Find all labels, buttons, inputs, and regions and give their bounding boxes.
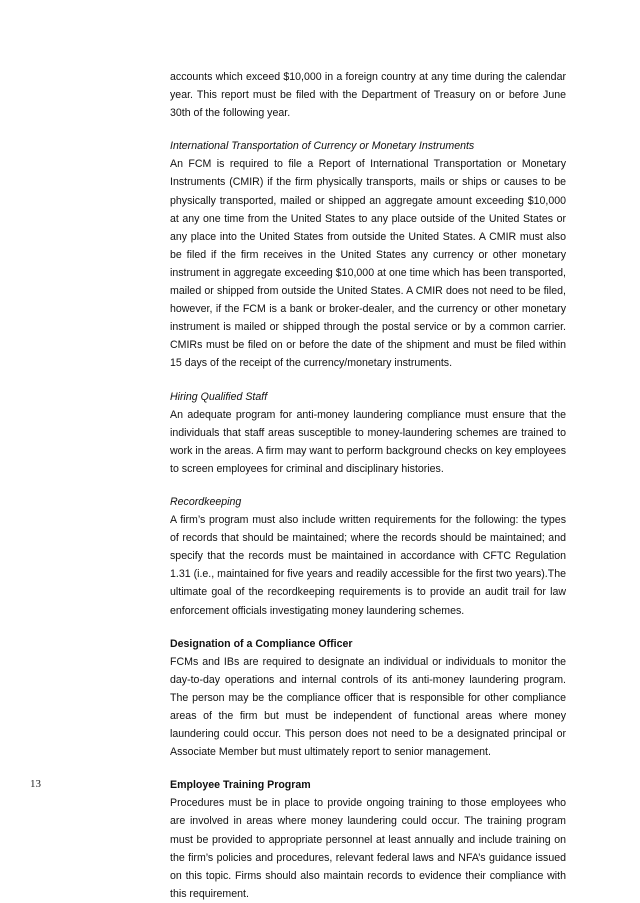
section-heading: Recordkeeping (170, 495, 242, 508)
section-body: Procedures must be in place to provide ongoing training to those employees who are involved in areas where money laundering could occur. The training program must be provided to appropriate personnel at least annually and include training on the firm’s policies and procedures, relevant federal laws and NFA’s guidance issued on this topic. Firms should also maintain records to evidence their compliance with this requirement. (170, 797, 566, 900)
page-content (170, 68, 566, 903)
section-body: A firm’s program must also include written requirements for the following: the types of records that should be maintained; where the records should be maintained; and specify that the records must be maintained in accordance with CFTC Regulation 1.31 (i.e., maintained for five years and readily accessible for the first two years).The ultimate goal of the recordkeeping requirements is to provide an audit trail for law enforcement officials investigating money laundering schemes. (170, 514, 566, 617)
section-training (170, 776, 566, 903)
section-heading: Employee Training Program (170, 779, 311, 792)
section-cmir (170, 137, 566, 372)
section-compliance-officer (170, 635, 566, 762)
intro-paragraph: accounts which exceed $10,000 in a foreign country at any time during the calendar year. This report must be filed with the Department of Treasury on or before June 30th of the following year. (170, 71, 566, 120)
section-hiring (170, 388, 566, 478)
section-body: An FCM is required to file a Report of International Transportation or Monetary Instruments (CMIR) if the firm physically transports, mails or ships or causes to be physically transported, mailed or shipped an aggregate amount exceeding $10,000 at any one time from the United States to any place outside of the United States or any place into the United States from outside the United States. A CMIR must also be filed if the firm receives in the United States any currency or other monetary instrument in aggregate exceeding $10,000 at one time which has been transported, mailed or shipped from outside the United States. A CMIR does not need to be filed, however, if the FCM is a bank or broker-dealer, and the currency or other monetary instrument is mailed or shipped through the postal service or by a common carrier. CMIRs must be filed on or before the date of the shipment and must be filed within 15 days of the receipt of the currency/monetary instruments. (170, 158, 566, 370)
section-heading: Hiring Qualified Staff (170, 390, 268, 403)
page-number: 13 (30, 778, 41, 790)
section-body: An adequate program for anti-money laundering compliance must ensure that the individuals that staff areas susceptible to money-laundering schemes are trained to work in the areas. A firm may want to perform background checks on key employees to screen employees for criminal and disciplinary histories. (170, 408, 566, 475)
section-heading: International Transportation of Currency or Monetary Instruments (170, 140, 475, 153)
section-body: FCMs and IBs are required to designate an individual or individuals to monitor the day-to-day operations and internal controls of its anti-money laundering program. The person may be the compliance officer that is responsible for other compliance areas of the firm but must be independent of functional areas where money laundering could occur. This person does not need to be a designated principal or Associate Member but must ultimately report to senior management. (170, 655, 566, 759)
section-recordkeeping (170, 493, 566, 620)
section-heading: Designation of a Compliance Officer (170, 637, 353, 650)
